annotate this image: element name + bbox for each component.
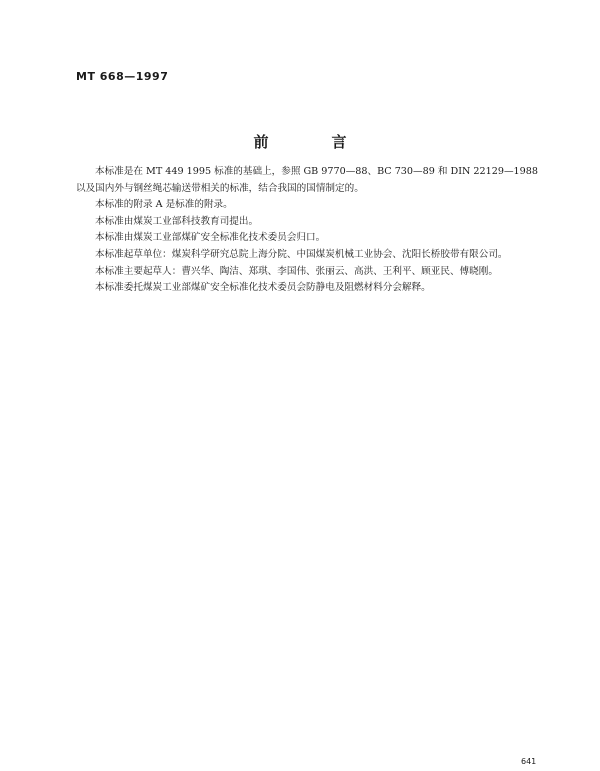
paragraph-appendix: 本标准的附录 A 是标准的附录。 — [95, 199, 233, 211]
paragraph-basis-continued: 以及国内外与钢丝绳芯输送带相关的标准，结合我国的国情制定的。 — [76, 182, 364, 194]
foreword-body — [76, 164, 556, 297]
paragraph-basis: 本标准是在 MT 449 1995 标准的基础上，参照 GB 9770—88、BC 730—89 和 DIN 22129—1988 — [95, 166, 538, 177]
paragraph-proposer: 本标准由煤炭工业部科技教育司提出。 — [95, 215, 259, 227]
page-title: 前 言 — [253, 133, 371, 151]
page-number: 641 — [521, 757, 537, 766]
paragraph-drafting-units: 本标准起草单位：煤炭科学研究总院上海分院、中国煤炭机械工业协会、沈阳长桥胶带有限公司。 — [95, 248, 508, 260]
paragraph-interpretation: 本标准委托煤炭工业部煤矿安全标准化技术委员会防静电及阻燃材料分会解释。 — [95, 282, 431, 294]
paragraph-responsible: 本标准由煤炭工业部煤矿安全标准化技术委员会归口。 — [95, 232, 326, 244]
paragraph-drafters: 本标准主要起草人：曹兴华、陶洁、郑琪、李国伟、张丽云、高洪、王利平、顾亚民、傅晓刚。 — [95, 265, 498, 277]
document-code: MT 668—1997 — [76, 70, 169, 83]
